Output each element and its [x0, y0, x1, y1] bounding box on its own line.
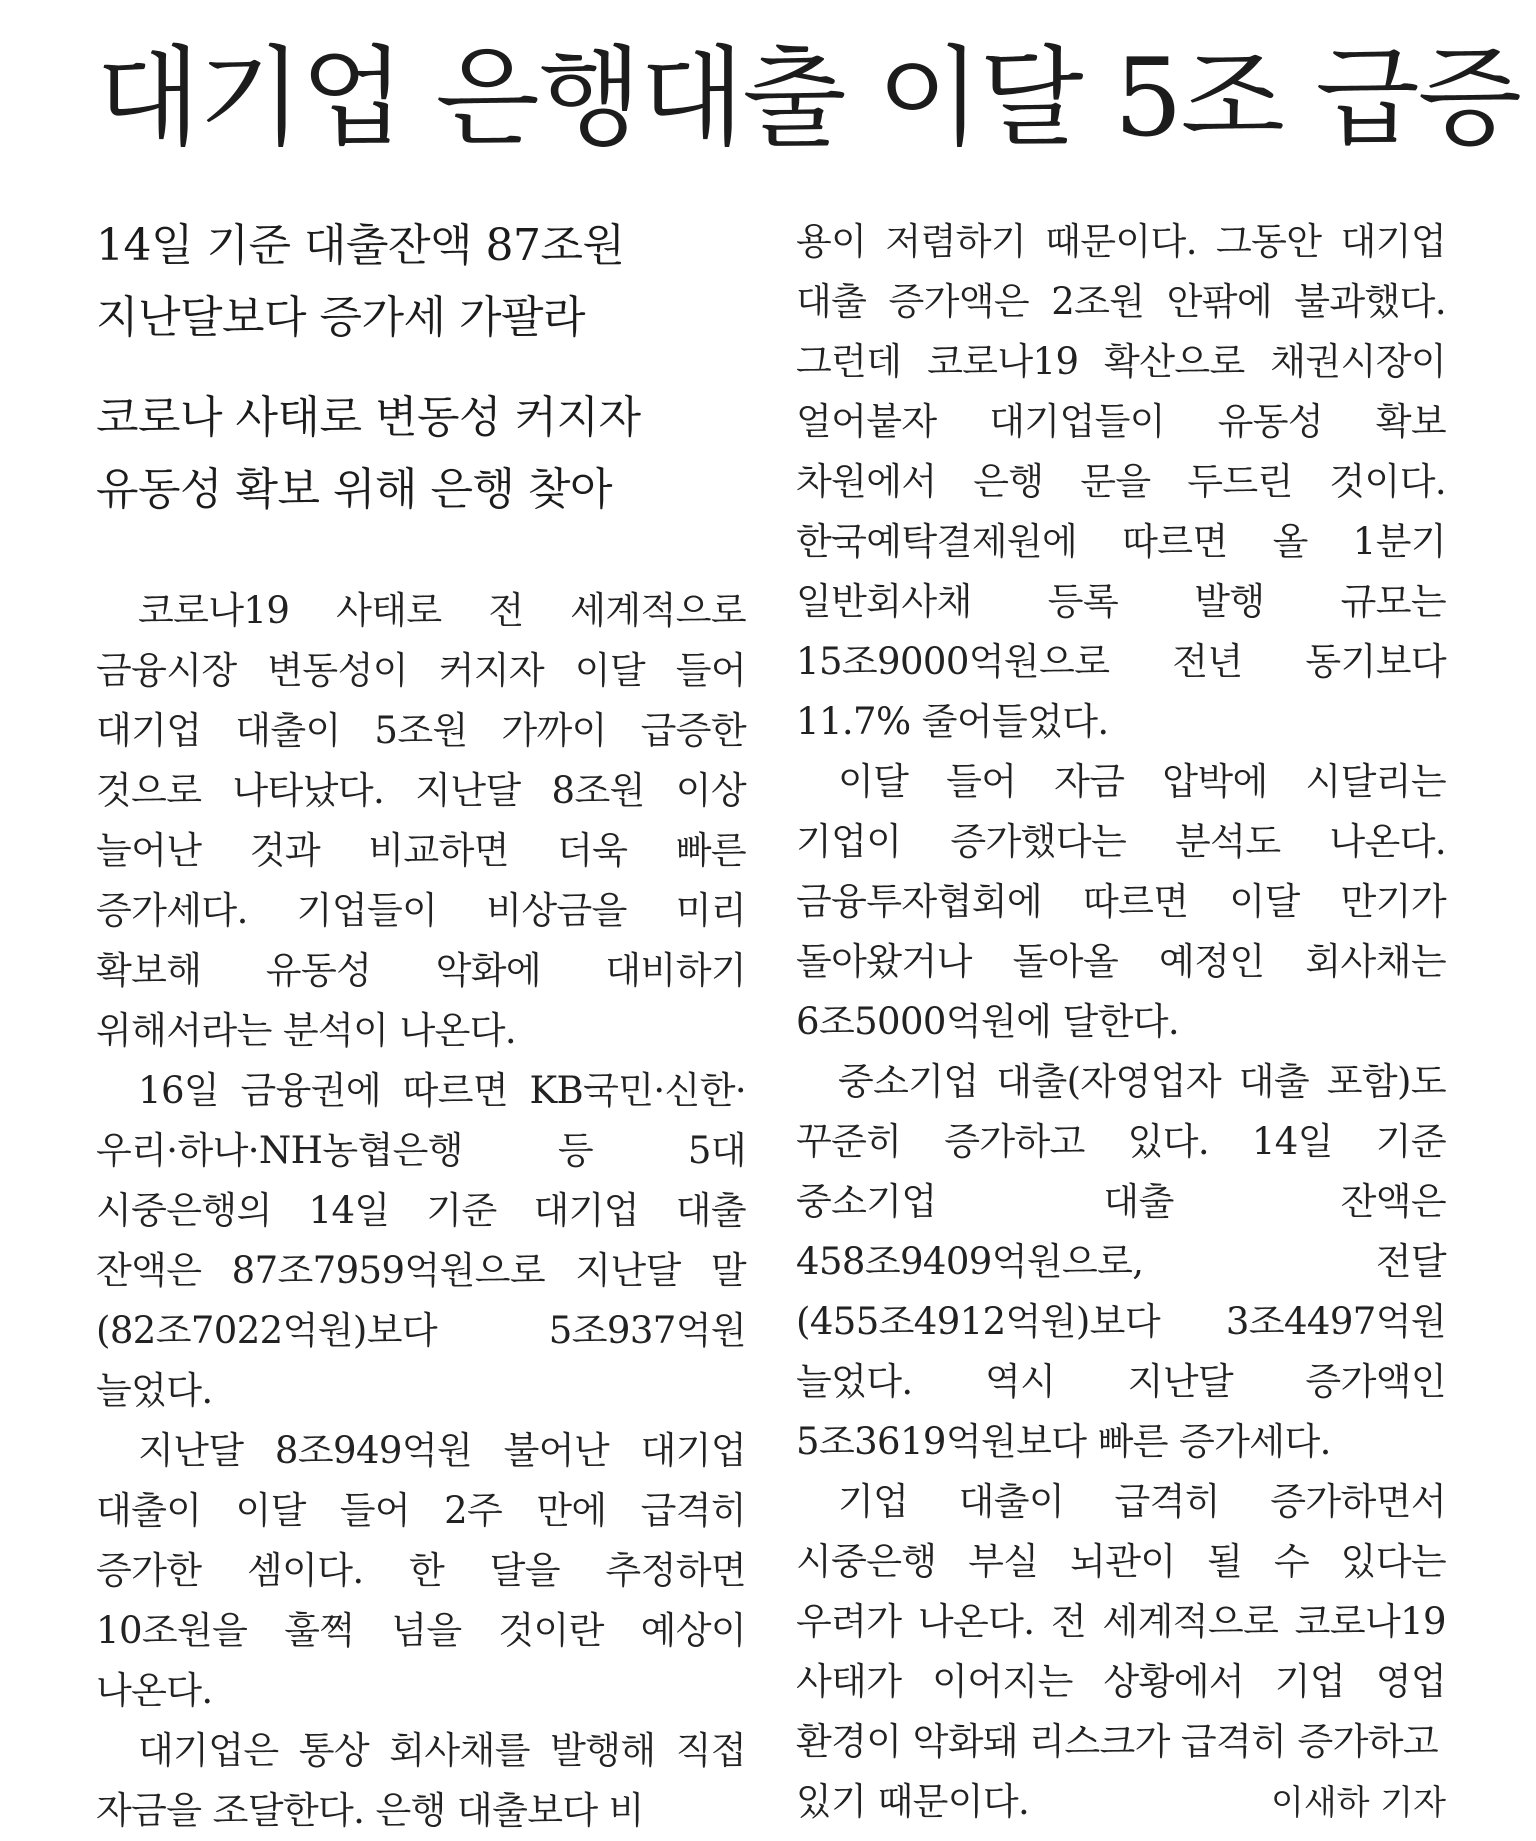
- subheadline-3: 코로나 사태로 변동성 커지자: [96, 392, 641, 443]
- body-last-line: 있기 때문이다.: [796, 1780, 1030, 1823]
- article-left-column: [96, 210, 746, 1841]
- byline: 이새하 기자: [1270, 1783, 1446, 1823]
- body-paragraph: 이달 들어 자금 압박에 시달리는 기업이 증가했다는 분석도 나온다. 금융투자협회에 따르면 이달 만기가 돌아왔거나 돌아올 예정인 회사채는 6조5000억원에 달한다.: [796, 760, 1446, 1043]
- subheadline-block: [96, 210, 746, 526]
- article-headline: 대기업 은행대출 이달 5조 급증: [96, 36, 1520, 161]
- closing-line: [796, 1772, 1446, 1833]
- body-paragraph: 코로나19 사태로 전 세계적으로 금융시장 변동성이 커지자 이달 들어 대기업 대출이 5조원 가까이 급증한 것으로 나타났다. 지난달 8조원 이상 늘어난 것과 비교하면 더욱 빠른 증가세다. 기업들이 비상금을 미리 확보해 유동성 악화에 대비하기 위해서라는 분석이 나온다.: [96, 589, 746, 1052]
- subheadline-4: 유동성 확보 위해 은행 찾아: [96, 464, 612, 515]
- subheadline-2: 지난달보다 증가세 가팔라: [96, 292, 586, 343]
- body-paragraph: 지난달 8조949억원 불어난 대기업 대출이 이달 들어 2주 만에 급격히 증가한 셈이다. 한 달을 추정하면 10조원을 훌쩍 넘을 것이란 예상이 나온다.: [96, 1429, 746, 1712]
- body-paragraph: 기업 대출이 급격히 증가하면서 시중은행 부실 뇌관이 될 수 있다는 우려가 나온다. 전 세계적으로 코로나19 사태가 이어지는 상황에서 기업 영업 환경이 악화돼 리스크가 급격히 증가하고: [796, 1480, 1446, 1763]
- subheadline-1: 14일 기준 대출잔액 87조원: [96, 220, 625, 271]
- body-paragraph: 16일 금융권에 따르면 KB국민·신한·우리·하나·NH농협은행 등 5대 시중은행의 14일 기준 대기업 대출 잔액은 87조7959억원으로 지난달 말(82조7022억원)보다 5조937억원 늘었다.: [96, 1069, 746, 1412]
- body-paragraph: 대기업은 통상 회사채를 발행해 직접 자금을 조달한다. 은행 대출보다 비: [96, 1729, 746, 1832]
- body-paragraph: 중소기업 대출(자영업자 대출 포함)도 꾸준히 증가하고 있다. 14일 기준 중소기업 대출 잔액은 458조9409억원으로, 전달(455조4912억원)보다 3조4497억원 늘었다. 역시 지난달 증가액인 5조3619억원보다 빠른 증가세다.: [796, 1060, 1446, 1463]
- body-paragraph-continued: 용이 저렴하기 때문이다. 그동안 대기업 대출 증가액은 2조원 안팎에 불과했다. 그런데 코로나19 확산으로 채권시장이 얼어붙자 대기업들이 유동성 확보 차원에서 은행 문을 두드린 것이다. 한국예탁결제원에 따르면 올 1분기 일반회사채 등록 발행 규모는 15조9000억원으로 전년 동기보다 11.7% 줄어들었다.: [796, 220, 1446, 743]
- article-right-column: [796, 212, 1446, 1833]
